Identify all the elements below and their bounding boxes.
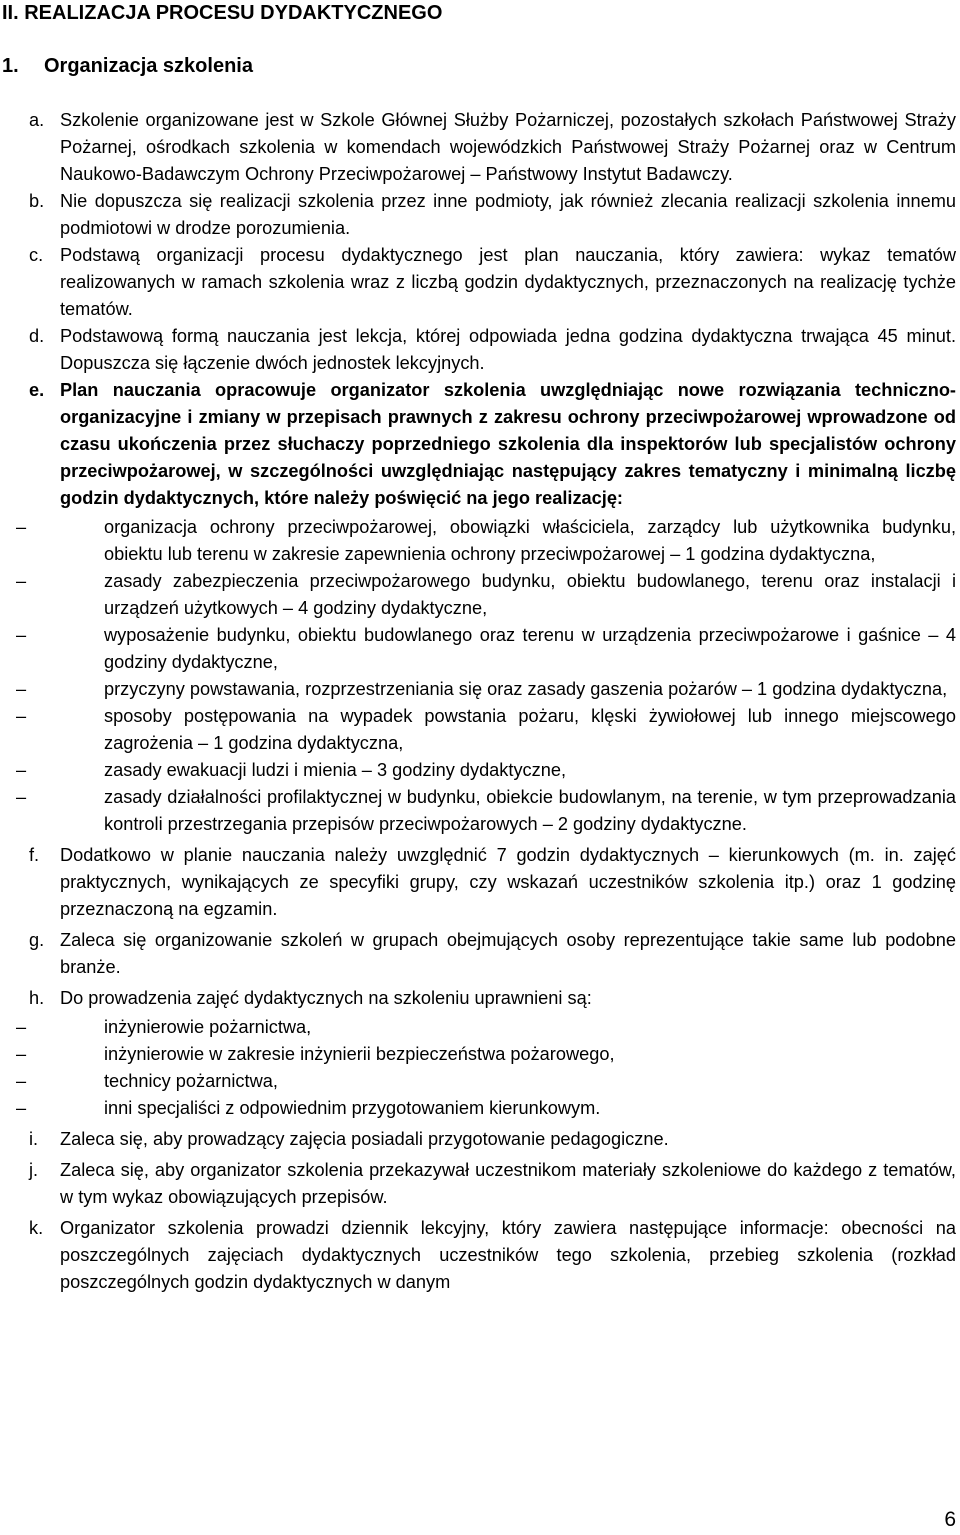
list-item-f [0,842,956,923]
list-item-e [0,377,956,838]
list-item-k [0,1215,956,1296]
section-number: 1. [2,55,19,77]
dash-bullet: – [16,706,27,726]
item-text: Podstawową formą nauczania jest lekcja, której odpowiada jedna godzina dydaktyczna trwająca 45 minut. Dopuszcza się łączenie dwóch jednostek lekcyjnych. [60,326,956,373]
sublist-text: zasady działalności profilaktycznej w budynku, obiekcie budowlanym, na terenie, w tym przeprowadzania kontroli przestrzegania przepisów przeciwpożarowych – 2 godziny dydaktyczne. [104,787,956,834]
page-number: 6 [944,1508,956,1531]
list-item-d [0,323,956,377]
item-marker: i. [29,1129,39,1149]
item-marker: b. [29,191,45,211]
item-marker: f. [29,845,40,865]
dash-bullet: – [16,679,27,699]
list-item-a [0,107,956,188]
sublist-item [16,703,956,757]
list-item-j [0,1157,956,1211]
sublist-text: zasady ewakuacji ludzi i mienia – 3 godziny dydaktyczne, [104,760,567,780]
sublist-item [16,1068,956,1095]
dash-bullet: – [16,1071,27,1091]
item-text: Szkolenie organizowane jest w Szkole Głównej Służby Pożarniczej, pozostałych szkołach Państwowej Straży Pożarnej, ośrodkach szkolenia w komendach wojewódzkich Państwowej Straży Pożarnej oraz w Centrum Naukowo-Badawczym Ochrony Przeciwpożarowej – Państwowy Instytut Badawczy. [60,110,956,184]
sublist-item [16,1014,956,1041]
dash-bullet: – [16,1044,27,1064]
item-text: Organizator szkolenia prowadzi dziennik lekcyjny, który zawiera następujące informacje: obecności na poszczególnych zajęciach dydaktycznych uczestników tego szkolenia, przebieg szkolenia (rozkład poszczególnych godzin dydaktycznych w danym [60,1218,956,1292]
sublist-text: inżynierowie w zakresie inżynierii bezpieczeństwa pożarowego, [104,1044,615,1064]
list-item-h [0,985,956,1122]
sublist-item [16,784,956,838]
item-marker: g. [29,930,45,950]
topics-sublist [16,514,956,838]
dash-bullet: – [16,517,27,537]
sublist-text: wyposażenie budynku, obiektu budowlanego oraz terenu w urządzenia przeciwpożarowe i gaśnice – 4 godziny dydaktyczne, [104,625,956,672]
item-marker: a. [29,110,45,130]
section-heading [2,54,253,78]
item-marker: j. [29,1160,39,1180]
item-text: Nie dopuszcza się realizacji szkolenia przez inne podmioty, jak również zlecania realizacji szkolenia innemu podmiotowi w drodze porozumienia. [60,191,956,238]
sublist-item [16,757,956,784]
sublist-text: inżynierowie pożarnictwa, [104,1017,312,1037]
item-text: Zaleca się, aby prowadzący zajęcia posiadali przygotowanie pedagogiczne. [60,1129,669,1149]
sublist-item [16,568,956,622]
item-text: Dodatkowo w planie nauczania należy uwzględnić 7 godzin dydaktycznych – kierunkowych (m. in. zajęć praktycznych, wynikających ze specyfiki grupy, czy wskazań uczestników szkolenia itp.) oraz 1 godzinę przeznaczoną na egzamin. [60,845,956,919]
item-text: Zaleca się, aby organizator szkolenia przekazywał uczestnikom materiały szkoleniowe do każdego z tematów, w tym wykaz obowiązujących przepisów. [60,1160,956,1207]
dash-bullet: – [16,787,27,807]
sublist-item [16,676,956,703]
item-marker: c. [29,245,44,265]
dash-bullet: – [16,571,27,591]
sublist-text: technicy pożarnictwa, [104,1071,278,1091]
item-text: Do prowadzenia zajęć dydaktycznych na szkoleniu uprawnieni są: [60,988,592,1008]
list-item-g [0,927,956,981]
item-text: Podstawą organizacji procesu dydaktycznego jest plan nauczania, który zawiera: wykaz tematów realizowanych w ramach szkolenia wraz z liczbą godzin dydaktycznych, przeznaczonych na realizację tychże tematów. [60,245,956,319]
item-text-bold: Plan nauczania opracowuje organizator szkolenia uwzględniając nowe rozwiązania techniczno-organizacyjne i zmiany w przepisach prawnych z zakresu ochrony przeciwpożarowej wprowadzone od czasu ukończenia przez słuchaczy poprzedniego szkolenia dla inspektorów lub specjalistów ochrony przeciwpożarowej, w szczególności uwzględniając następujący zakres tematyczny i minimalną liczbę godzin dydaktycznych, które należy poświęcić na jego realizację: [60,380,956,508]
item-marker: h. [29,988,45,1008]
item-text: Zaleca się organizowanie szkoleń w grupach obejmujących osoby reprezentujące takie same lub podobne branże. [60,930,956,977]
chapter-heading: II. REALIZACJA PROCESU DYDAKTYCZNEGO [2,2,443,24]
dash-bullet: – [16,1098,27,1118]
sublist-text: inni specjaliści z odpowiednim przygotowaniem kierunkowym. [104,1098,601,1118]
list-item-c [0,242,956,323]
sublist-item [16,1041,956,1068]
sublist-item [16,622,956,676]
list-item-b [0,188,956,242]
dash-bullet: – [16,760,27,780]
dash-bullet: – [16,625,27,645]
item-marker: e. [29,380,45,400]
dash-bullet: – [16,1017,27,1037]
sublist-item [16,1095,956,1122]
list-item-i [0,1126,956,1153]
sublist-text: przyczyny powstawania, rozprzestrzeniania się oraz zasady gaszenia pożarów – 1 godzina dydaktyczna, [104,679,948,699]
sublist-item [16,514,956,568]
item-marker: k. [29,1218,44,1238]
instructors-sublist [16,1014,956,1122]
sublist-text: organizacja ochrony przeciwpożarowej, obowiązki właściciela, zarządcy lub użytkownika budynku, obiektu lub terenu w zakresie zapewnienia ochrony przeciwpożarowej – 1 godzina dydaktyczna, [104,517,956,564]
sublist-text: zasady zabezpieczenia przeciwpożarowego budynku, obiektu budowlanego, terenu oraz instalacji i urządzeń użytkowych – 4 godziny dydaktyczne, [104,571,956,618]
item-list [0,107,956,1296]
sublist-text: sposoby postępowania na wypadek powstania pożaru, klęski żywiołowej lub innego miejscowego zagrożenia – 1 godzina dydaktyczna, [104,706,956,753]
item-marker: d. [29,326,45,346]
section-title: Organizacja szkolenia [44,55,253,77]
